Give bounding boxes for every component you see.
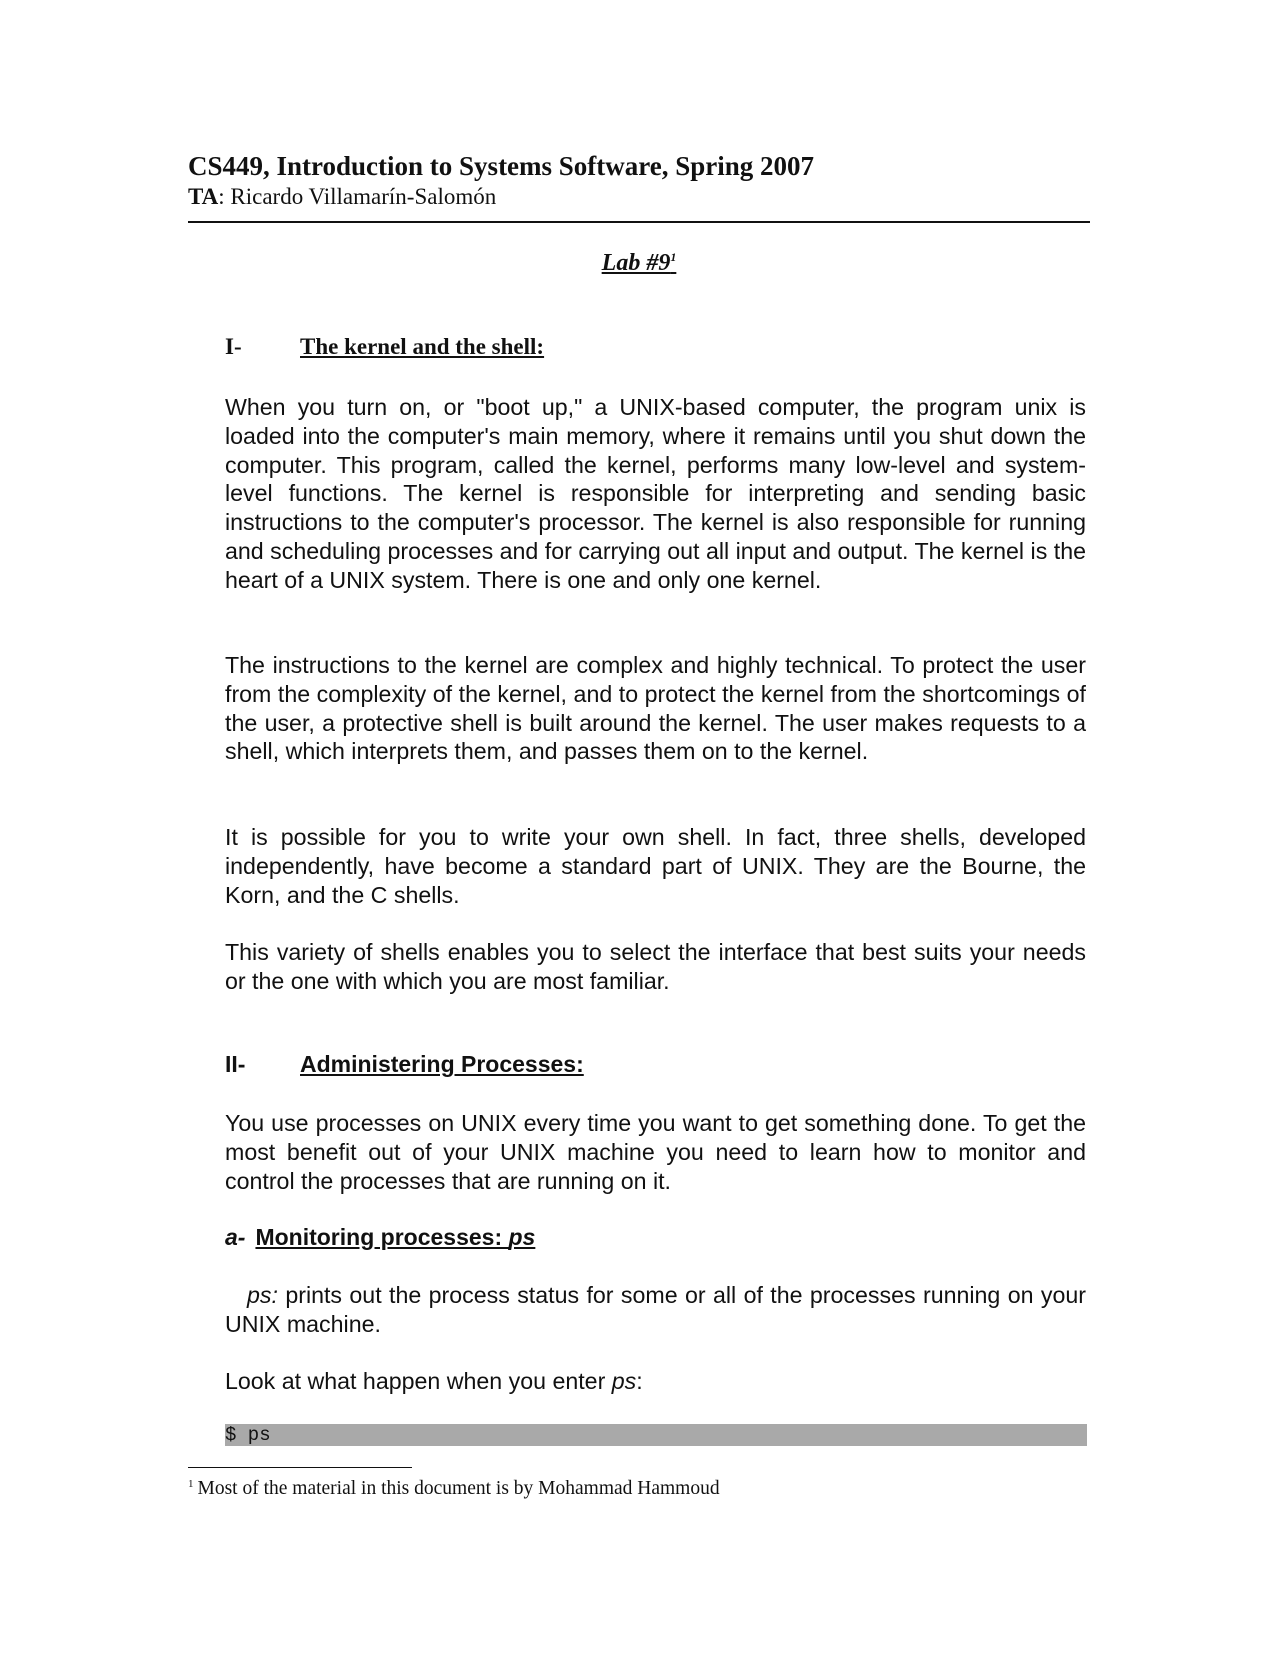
paragraph-look-ps: [225, 1367, 1086, 1396]
section-number: II-: [225, 1051, 246, 1077]
ps-definition-text: prints out the process status for some or all of the processes running on your UNIX machine.: [225, 1282, 1086, 1337]
footnote-text: Most of the material in this document is by Mohammad Hammoud: [197, 1478, 720, 1499]
look-text: Look at what happen when you enter: [225, 1368, 612, 1394]
ta-name: : Ricardo Villamarín-Salomón: [218, 184, 497, 209]
subsection-letter: a-: [225, 1224, 246, 1250]
section-heading-kernel-shell: [225, 332, 1085, 362]
subsection-title: [255, 1224, 535, 1250]
footnote: [188, 1477, 1090, 1501]
section-number: I-: [225, 334, 242, 359]
header-divider: [188, 221, 1090, 223]
paragraph-ps-definition: [225, 1281, 1086, 1339]
subsection-heading-monitoring: [225, 1222, 1085, 1252]
section-title: Administering Processes:: [300, 1051, 584, 1077]
paragraph-processes-intro: You use processes on UNIX every time you want to get something done. To get the most benefit out of your UNIX machine you need to learn how to monitor and control the processes that are running on it.: [225, 1110, 1086, 1194]
course-title: CS449, Introduction to Systems Software, Spring 2007: [188, 151, 815, 181]
section-heading-processes: [225, 1049, 1085, 1079]
footnote-marker: 1: [188, 1477, 194, 1490]
ta-line: [188, 183, 1090, 211]
look-end: :: [636, 1368, 643, 1394]
subsection-title-cmd: ps: [508, 1224, 536, 1250]
paragraph-shell-types: It is possible for you to write your own shell. In fact, three shells, developed independently, have become a standard part of UNIX. They are the Bourne, the Korn, and the C shells.: [225, 824, 1086, 908]
paragraph-shell-variety: This variety of shells enables you to select the interface that best suits your needs or the one with which you are most familiar.: [225, 939, 1086, 994]
lab-title-text: Lab #9: [601, 250, 671, 276]
ps-term: ps:: [247, 1282, 278, 1308]
subsection-title-text: Monitoring processes:: [255, 1224, 509, 1250]
paragraph-kernel: When you turn on, or "boot up," a UNIX-based computer, the program unix is loaded into the computer's main memory, where it remains until you shut down the computer. This program, called the kernel, performs many low-level and system-level functions. The kernel is responsible for interpreting and sending basic instructions to the computer's processor. The kernel is also responsible for running and scheduling processes and for carrying out all input and output. The kernel is the heart of a UNIX system. There is one and only one kernel.: [225, 394, 1086, 593]
lab-title: [188, 248, 1090, 278]
document-header: [188, 150, 1090, 211]
footnote-divider: [188, 1467, 412, 1468]
paragraph-shell: The instructions to the kernel are complex and highly technical. To protect the user from the complexity of the kernel, and to protect the kernel from the shortcomings of the user, a protective shell is built around the kernel. The user makes requests to a shell, which interprets them, and passes them on to the kernel.: [225, 652, 1086, 765]
lab-footnote-marker: 1: [670, 250, 677, 264]
code-block-ps: $ ps: [225, 1424, 1087, 1446]
ta-label: TA: [188, 184, 219, 209]
look-cmd: ps: [611, 1368, 637, 1394]
section-title: The kernel and the shell:: [300, 334, 545, 359]
